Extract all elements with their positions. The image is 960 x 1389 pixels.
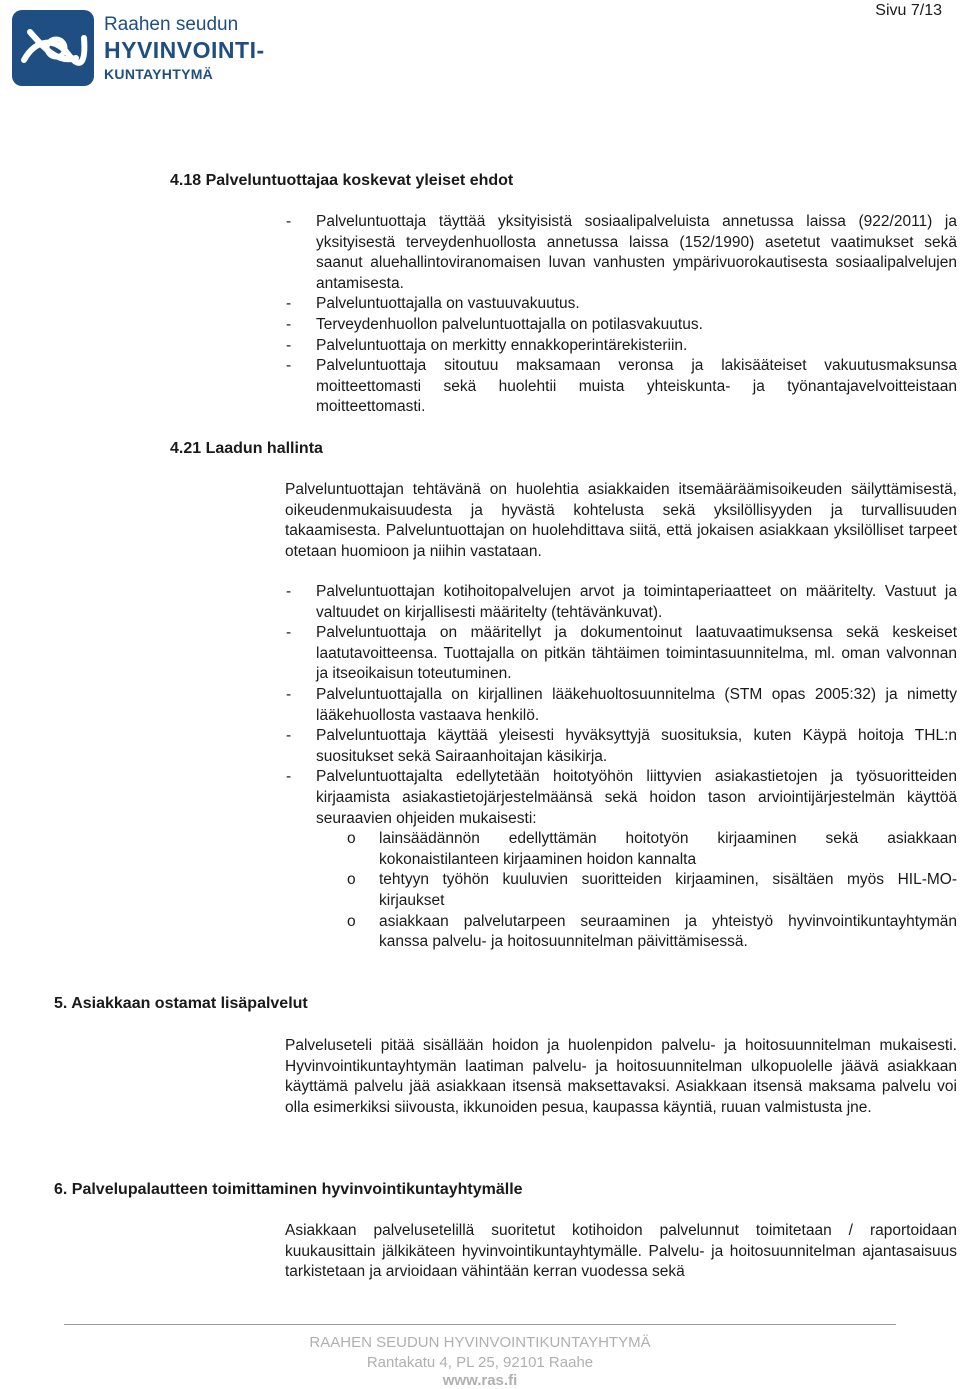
list-item: - Palveluntuottajalla on kirjallinen lääkehuoltosuunnitelma (STM opas 2005:32) ja nimetty lääkehuollosta vastaava henkilö.	[286, 685, 957, 724]
knot-logo-icon	[10, 8, 96, 88]
list-item: - Palveluntuottaja on määritellyt ja dokumentoinut laatuvaatimuksensa sekä keskeiset laatutavoitteensa. Tuottajalla on pitkän tähtäimen toimintasuunnitelma, ml. oman valvonnan ja itseoikaisun toteutuminen.	[286, 624, 957, 683]
list-item: - Palveluntuottaja käyttää yleisesti hyväksyttyjä suosituksia, kuten Käypä hoitoja THL:n suositukset sekä Sairaanhoitajan käsikirja.	[286, 727, 957, 765]
logo-line-1: Raahen seudun	[104, 14, 239, 35]
list-item: - Palveluntuottaja on merkitty ennakkoperintärekisteriin.	[286, 336, 688, 354]
section-6-body: Asiakkaan palvelusetelillä suoritetut kotihoidon palvelunnut toimitetaan / raportoidaan kuukausittain jälkikäteen hyvinvointikuntayhtymälle. Palvelu- ja hoitosuunnitelman ajantasaisuus tarkistetaan ja arvioidaan vähintään kerran vuodessa sekä	[285, 1222, 957, 1281]
section-5-body: Palveluseteli pitää sisällään hoidon ja huolenpidon palvelu- ja hoitosuunnitelman mukaisesti. Hyvinvointikuntayhtymän laatiman palvelu- ja hoitosuunnitelman ulkopuolelle jäävä asiakkaan käyttämä palvelu jää asiakkaan itsensä maksettavaksi. Asiakkaan itsensä maksama palvelu voi olla esimerkiksi siivousta, ikkunoiden pesua, kaupassa käyntiä, ruuan valmistusta jne.	[285, 1037, 957, 1116]
sublist-item: o asiakkaan palvelutarpeen seuraaminen ja yhteistyö hyvinvointikuntayhtymän kanssa palvelu- ja hoitosuunnitelman päivittämisessä.	[347, 912, 957, 951]
sublist-item: o lainsäädännön edellyttämän hoitotyön kirjaaminen sekä asiakkaan kokonaistilanteen kirjaaminen hoidon kannalta	[347, 830, 957, 868]
list-item: - Palveluntuottaja täyttää yksityisistä sosiaalipalveluista annetussa laissa (922/2011) ja yksityisestä terveydenhuollosta annetussa laissa (152/1990) asetetut vaatimukset sekä saanut aluehallintoviranomaisen luvan vanhusten ympärivuorokautisesta sosiaalipalvelujen antamisesta.	[286, 213, 957, 292]
section-4-21-list-block	[285, 582, 957, 953]
logo-line-3: KUNTAYHTYMÄ	[104, 66, 214, 82]
list-item: - Palveluntuottajalla on vastuuvakuutus.	[286, 295, 580, 313]
sublist-item: o tehtyyn työhön kuuluvien suoritteiden kirjaaminen, sisältäen myös HIL-MO-kirjaukset	[347, 871, 957, 909]
page-number: Sivu 7/13	[875, 2, 942, 19]
section-4-21-intro: Palveluntuottajan tehtävänä on huolehtia asiakkaiden itsemääräämisoikeuden säilyttämisestä, oikeudenmukaisuudesta ja hyvästä kohtelusta sekä yksilöllisyyden ja turvallisuuden takaamisesta. Palveluntuottajan on huolehdittava siitä, että jokaisen asiakkaan yksilölliset tarpeet otetaan huomioon ja niihin vastataan.	[285, 481, 957, 560]
footer-address: Rantakatu 4, PL 25, 92101 Raahe	[366, 1354, 594, 1371]
logo-line-2: HYVINVOINTI-	[104, 37, 265, 63]
footer-website-link[interactable]: www.ras.fi	[442, 1372, 518, 1389]
section-4-21-list	[285, 582, 957, 829]
section-5-heading: 5. Asiakkaan ostamat lisäpalvelut	[54, 995, 308, 1012]
list-item: - Palveluntuottaja sitoutuu maksamaan veronsa ja lakisääteiset vakuutusmaksunsa moitteettomasti sekä huolehtii muista yhteiskunta- ja työnantajavelvoitteistaan moitteettomasti.	[286, 357, 957, 416]
list-item: - Palveluntuottajalta edellytetään hoitotyöhön liittyvien asiakastietojen ja työsuoritteiden kirjaamista asiakastietojärjestelmäänsä sekä hoidon tason arviointijärjestelmän käyttöä seuraavien ohjeiden mukaisesti:	[286, 768, 957, 827]
list-item: - Palveluntuottajan kotihoitopalvelujen arvot ja toimintaperiaatteet on määritelty. Vastuut ja valtuudet on kirjallisesti määritelty (tehtävänkuvat).	[286, 583, 957, 621]
footer-organization: RAAHEN SEUDUN HYVINVOINTIKUNTAYHTYMÄ	[309, 1334, 651, 1351]
section-4-21-sublist	[285, 829, 957, 953]
list-item: - Terveydenhuollon palveluntuottajalla on potilasvakuutus.	[286, 315, 703, 333]
footer-divider	[64, 1324, 896, 1325]
section-4-18-list	[285, 212, 957, 418]
section-4-21-heading: 4.21 Laadun hallinta	[170, 440, 323, 457]
section-4-18-heading: 4.18 Palveluntuottajaa koskevat yleiset ehdot	[170, 172, 514, 189]
section-6-heading: 6. Palvelupalautteen toimittaminen hyvinvointikuntayhtymälle	[54, 1181, 523, 1198]
